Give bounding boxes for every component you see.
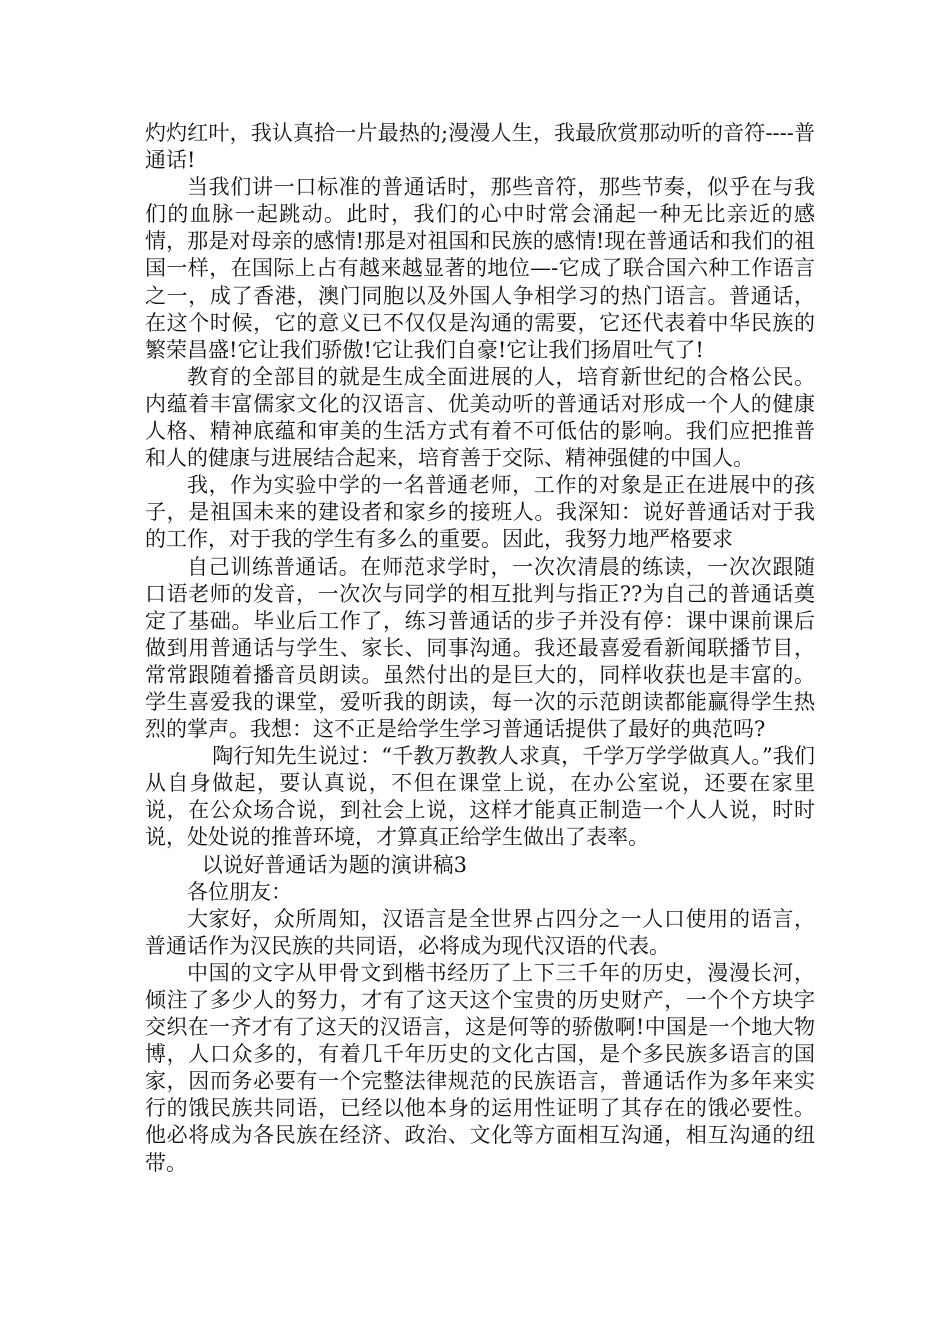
paragraph-8: 中国的文字从甲骨文到楷书经历了上下三千年的历史，漫漫长河，倾注了多少人的努力，才有了这天这个宝贵的历史财产，一个个方块字交织在一齐才有了这天的汉语言，这是何等的骄傲啊!中国是一个地大物博，人口众多的，有着几千年历史的文化古国，是个多民族多语言的国家，因而务必要有一个完整法律规范的民族语言，普通话作为多年来实行的饿民族共同语，已经以他本身的运用性证明了其存在的饿必要性。他必将成为各民族在经济、政治、文化等方面相互沟通，相互沟通的纽带。 [145,960,815,1175]
paragraph-6: 陶行知先生说过：“千教万教教人求真，千学万学学做真人。”我们从自身做起，要认真说，不但在课堂上说，在办公室说，还要在家里说，在公众场合说，到社会上说，这样才能真正制造一个人人说，时时说，处处说的推普环境，才算真正给学生做出了表率。 [145,744,815,850]
paragraph-4: 我，作为实验中学的一名普通老师，工作的对象是正在进展中的孩子，是祖国未来的建设者和家乡的接班人。我深知：说好普通话对于我的工作，对于我的学生有多么的重要。因此，我努力地严格要求 [145,473,815,552]
speech-title: 以说好普通话为题的演讲稿3 [201,852,468,877]
paragraph-7: 大家好，众所周知，汉语言是全世界占四分之一人口使用的语言，普通话作为汉民族的共同语，必将成为现代汉语的代表。 [145,906,815,958]
salutation: 各位朋友： [187,879,292,904]
document-body [145,120,815,1177]
paragraph-1: 灼灼红叶，我认真拾一片最热的;漫漫人生，我最欣赏那动听的音符----普通话! [145,121,815,173]
paragraph-5: 自己训练普通话。在师范求学时，一次次清晨的练读，一次次跟随口语老师的发音，一次次与同学的相互批判与指正??为自己的普通话奠定了基础。毕业后工作了，练习普通话的步子并没有停：课中课前课后做到用普通话与学生、家长、同事沟通。我还最喜爱看新闻联播节目，常常跟随着播音员朗读。虽然付出的是巨大的，同样收获也是丰富的。学生喜爱我的课堂，爱听我的朗读，每一次的示范朗读都能赢得学生热烈的掌声。我想：这不正是给学生学习普通话提供了最好的典范吗? [145,554,815,742]
paragraph-3: 教育的全部目的就是生成全面进展的人，培育新世纪的合格公民。内蕴着丰富儒家文化的汉语言、优美动听的普通话对形成一个人的健康人格、精神底蕴和审美的生活方式有着不可低估的影响。我们应把推普和人的健康与进展结合起来，培育善于交际、精神强健的中国人。 [145,364,815,471]
paragraph-2: 当我们讲一口标准的普通话时，那些音符，那些节奏，似乎在与我们的血脉一起跳动。此时，我们的心中时常会涌起一种无比亲近的感情，那是对母亲的感情!那是对祖国和民族的感情!现在普通话和我们的祖国一样，在国际上占有越来越显著的地位—-它成了联合国六种工作语言之一，成了香港，澳门同胞以及外国人争相学习的热门语言。普通话，在这个时候，它的意义已不仅仅是沟通的需要，它还代表着中华民族的繁荣昌盛!它让我们骄傲!它让我们自豪!它让我们扬眉吐气了! [145,175,815,362]
